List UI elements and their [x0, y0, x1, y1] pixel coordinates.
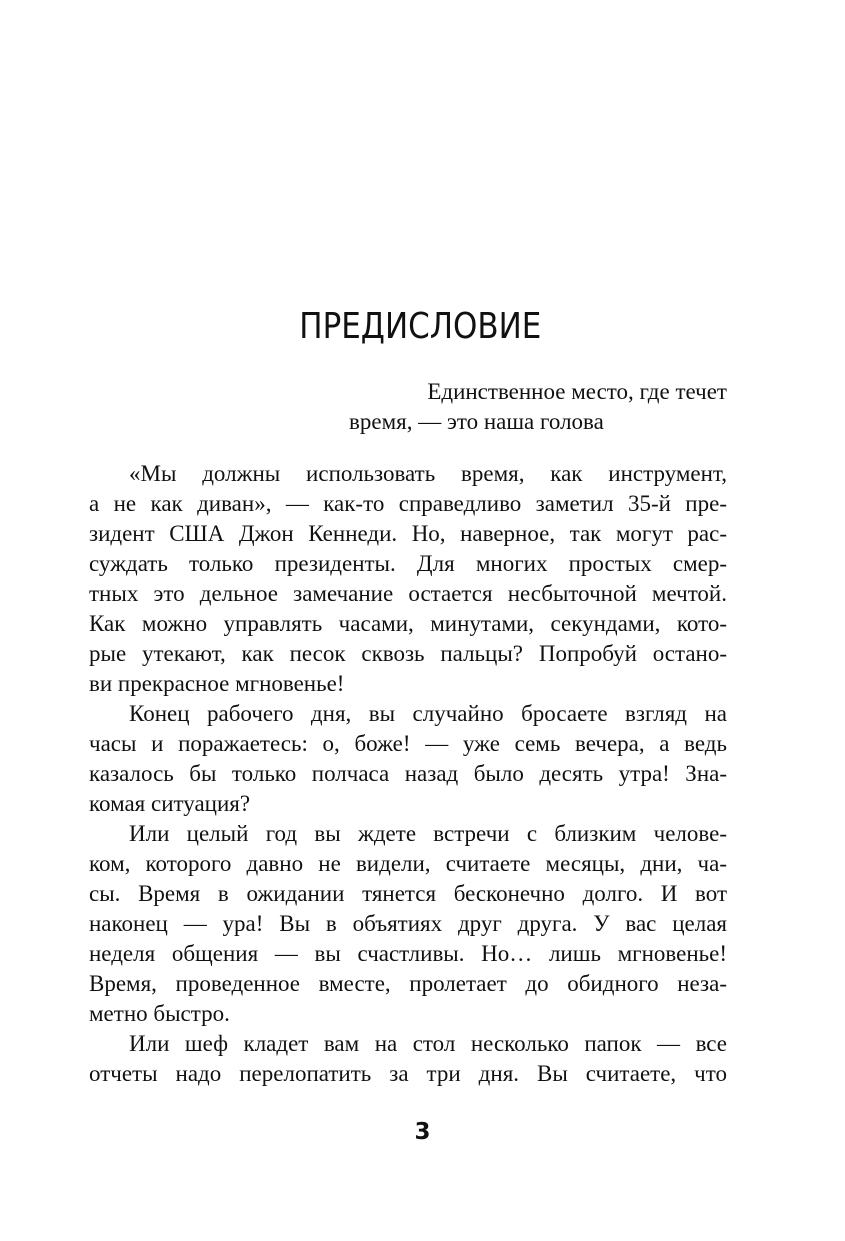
paragraph-line: метно быстро.: [89, 1001, 230, 1026]
paragraph-line: неделя общения — вы счастливы. Но… лишь мгновенье!: [89, 941, 727, 966]
paragraph-line: наконец — ура! Вы в объятиях друг друга. У вас целая: [89, 911, 727, 936]
paragraph-line: отчеты надо перелопатить за три дня. Вы считаете, что: [89, 1061, 727, 1086]
paragraph-line: суждать только президенты. Для многих простых смер-: [89, 551, 727, 576]
paragraph-line: Как можно управлять часами, минутами, секундами, кото-: [89, 611, 727, 636]
paragraph-line: Время, проведенное вместе, пролетает до обидного неза-: [89, 971, 727, 996]
paragraph-line: комая ситуация?: [89, 791, 251, 816]
epigraph-line: время, — это наша голова: [349, 409, 604, 434]
paragraph-line: зидент США Джон Кеннеди. Но, наверное, так могут рас-: [89, 521, 727, 546]
paragraph-line: ви прекрасное мгновенье!: [89, 671, 345, 696]
chapter-title: ПРЕДИСЛОВИЕ: [299, 306, 542, 347]
paragraph-line: казалось бы только полчаса назад было десять утра! Зна-: [89, 761, 727, 786]
paragraph-line: Конец рабочего дня, вы случайно бросаете взгляд на: [129, 701, 727, 726]
paragraph-line: часы и поражаетесь: о, боже! — уже семь вечера, а ведь: [89, 731, 727, 756]
paragraph-line: рые утекают, как песок сквозь пальцы? Попробуй остано-: [89, 641, 727, 666]
paragraph-line: «Мы должны использовать время, как инструмент,: [129, 461, 727, 486]
paragraph-line: Или шеф кладет вам на стол несколько папок — все: [129, 1031, 727, 1056]
paragraph-line: сы. Время в ожидании тянется бесконечно долго. И вот: [89, 881, 727, 906]
paragraph-line: ком, которого давно не видели, считаете месяцы, дни, ча-: [89, 851, 727, 876]
paragraph-line: тных это дельное замечание остается несбыточной мечтой.: [89, 581, 727, 606]
paragraph-line: а не как диван», — как-то справедливо заметил 35-й пре-: [89, 491, 727, 516]
body-text: [89, 459, 727, 1089]
paragraph-line: Или целый год вы ждете встречи с близким челове-: [129, 821, 727, 846]
page-number: 3: [414, 1119, 431, 1145]
epigraph: [300, 376, 727, 436]
epigraph-line: Единственное место, где течет: [427, 379, 727, 404]
